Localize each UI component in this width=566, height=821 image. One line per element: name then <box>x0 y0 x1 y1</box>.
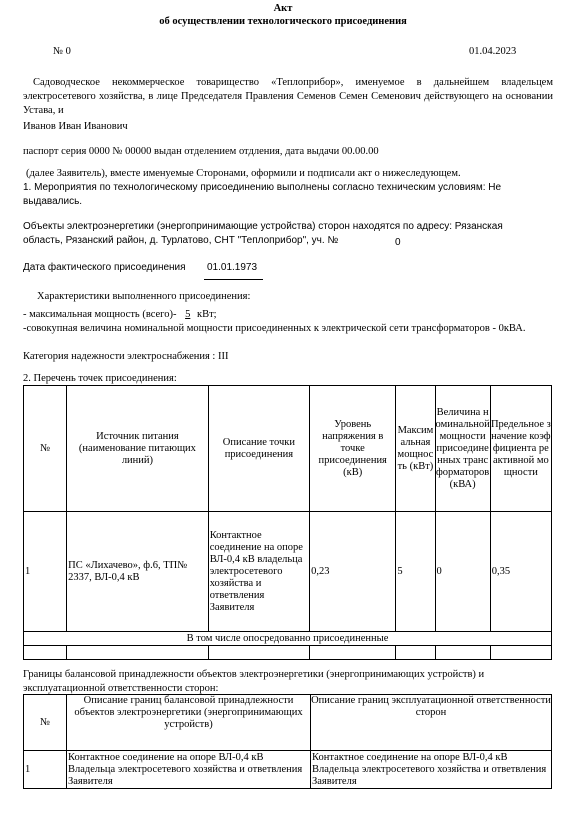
header-num: № <box>24 386 67 512</box>
plot-number: 0 <box>395 237 401 248</box>
indirect-connections-row: В том числе опосредованно присоединенные <box>24 632 552 646</box>
connection-points-table <box>23 385 552 660</box>
table-row <box>24 751 552 789</box>
fact-date-underline <box>204 279 263 280</box>
passport-line: паспорт серия 0000 № 00000 выдан отделением отдления, дата выдачи 00.00.00 <box>23 146 379 157</box>
header-voltage: Уровень напряжения в точке присоединения (кВ) <box>310 386 396 512</box>
objects-address: Объекты электроэнергетики (энергопринимающие устройства) сторон находятся по адресу: Рязанская область, Рязанский район, д. Турлатово, СНТ "Теплоприбор", уч. № <box>23 221 503 246</box>
fact-date-value: 01.01.1973 <box>207 262 258 273</box>
cell2-operational: Контактное соединение на опоре ВЛ-0,4 кВ Владельца электросетевого хозяйства и ответвления Заявителя <box>311 751 552 789</box>
applicant-name: Иванов Иван Иванович <box>23 121 128 132</box>
doc-subtitle: об осуществлении технологического присоединения <box>159 16 407 27</box>
cell-voltage: 0,23 <box>310 512 396 632</box>
characteristics-heading: Характеристики выполненного присоединения: <box>37 291 251 302</box>
cell-max-power: 5 <box>396 512 435 632</box>
item-1: 1. Мероприятия по технологическому присоединению выполнены согласно техническим условиям: Не выдавались. <box>23 182 502 207</box>
doc-number: № 0 <box>53 46 71 57</box>
header2-balance: Описание границ балансовой принадлежности объектов электроэнергетики (энергопринимающих устройств) <box>67 695 311 751</box>
doc-title: Акт <box>273 3 293 14</box>
doc-date: 01.04.2023 <box>469 46 517 57</box>
cell2-num: 1 <box>24 751 67 789</box>
cell-point: Контактное соединение на опоре ВЛ-0,4 кВ владельца электросетевого хозяйства и ответвления Заявителя <box>208 512 309 632</box>
boundaries-table <box>23 694 552 789</box>
max-power-value: 5 <box>185 309 191 320</box>
cell-transformers: 0 <box>435 512 490 632</box>
header-point: Описание точки присоединения <box>208 386 309 512</box>
reliability-category: Категория надежности электроснабжения : III <box>23 351 229 362</box>
max-power-unit: кВт; <box>196 309 217 320</box>
cell-num: 1 <box>24 512 67 632</box>
header-reactive: Предельное значение коэффициента реактивной мощности <box>490 386 551 512</box>
header-source: Источник питания (наименование питающих линий) <box>67 386 209 512</box>
cell-reactive: 0,35 <box>490 512 551 632</box>
header2-num: № <box>24 695 67 751</box>
parties-line: (далее Заявитель), вместе именуемые Сторонами, оформили и подписали акт о нижеследующем. <box>26 168 461 179</box>
header-transformers: Величина номинальной мощности присоединенных трансформаторов (кВА) <box>435 386 490 512</box>
intro-paragraph: Садоводческое некоммерческое товарищество «Теплоприбор», именуемое в дальнейшем владельцем электросетевого хозяйства, в лице Председателя Правления Семенов Семен Семенович действующего на основании Устава, и <box>23 77 553 116</box>
item-2: 2. Перечень точек присоединения: <box>23 373 177 384</box>
cell-source: ПС «Лихачево», ф.6, ТП№ 2337, ВЛ-0,4 кВ <box>67 512 209 632</box>
max-power-label: - максимальная мощность (всего)- <box>23 309 177 320</box>
empty-row <box>24 646 552 660</box>
header-max-power: Максимальная мощность (кВт) <box>396 386 435 512</box>
fact-date-label: Дата фактического присоединения <box>23 262 186 273</box>
boundaries-heading: Границы балансовой принадлежности объектов электроэнергетики (энергопринимающих устройств) и эксплуатационной ответственности сторон: <box>23 669 485 694</box>
total-power: -совокупная величина номинальной мощности присоединенных к электрической сети трансформаторов - 0кВА. <box>23 323 526 334</box>
header2-operational: Описание границ эксплуатационной ответственности сторон <box>311 695 552 751</box>
table-row <box>24 512 552 632</box>
cell2-balance: Контактное соединение на опоре ВЛ-0,4 кВ Владельца электросетевого хозяйства и ответвления Заявителя <box>67 751 311 789</box>
